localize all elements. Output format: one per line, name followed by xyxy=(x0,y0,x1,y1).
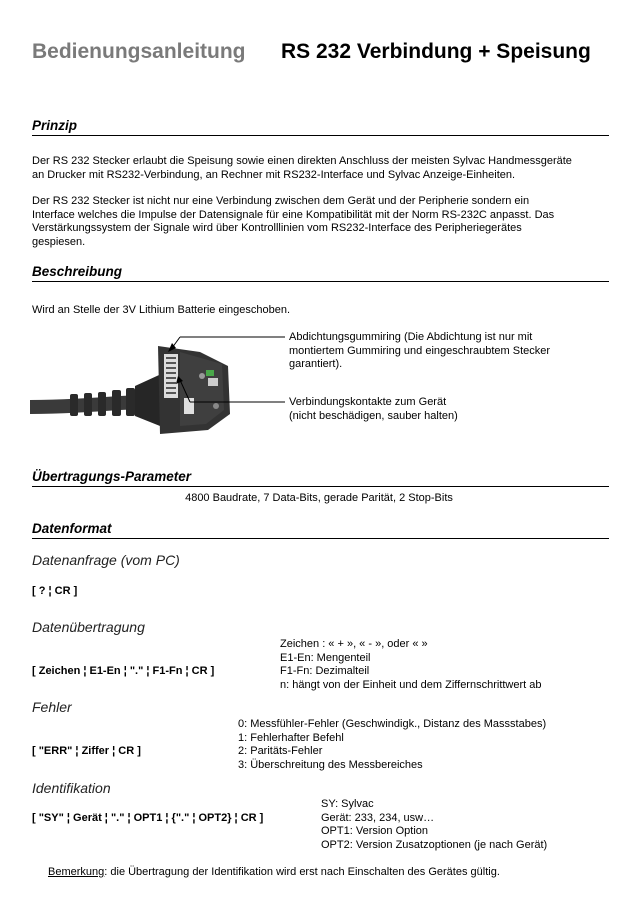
callout-contacts: Verbindungskontakte zum Gerät (nicht beschädigen, sauber halten) xyxy=(289,396,458,422)
callout-leader-lines xyxy=(150,330,290,410)
prinzip-paragraph-1: Der RS 232 Stecker erlaubt die Speisung sowie einen direkten Anschluss der meisten Sylvac Handmessgeräte an Drucker mit RS232-Verbindung, an Rechner mit RS232-Interface und Sylvac Anzeige-Einheiten. xyxy=(32,155,572,181)
beschreibung-text: Wird an Stelle der 3V Lithium Batterie eingeschoben. xyxy=(32,304,291,316)
bemerkung-note xyxy=(48,866,500,880)
subheading-identifikation: Identifikation xyxy=(32,780,111,796)
notes-datenuebertragung: Zeichen : « + », « - », oder « » E1-En: Mengenteil F1-Fn: Dezimalteil n: hängt von der Einheit und dem Ziffernschrittwert ab xyxy=(280,638,542,691)
code-datenuebertragung: [ Zeichen ¦ E1-En ¦ "." ¦ F1-Fn ¦ CR ] xyxy=(32,665,215,677)
section-heading-prinzip: Prinzip xyxy=(32,118,609,136)
prinzip-paragraph-2: Der RS 232 Stecker ist nicht nur eine Verbindung zwischen dem Gerät und der Peripherie sondern ein Interface welches die Impulse der Datensignale für eine Kompatibilität mit der Norm RS-232C anpasst. Das Verstärkungssystem der Signale wird über Kontrolllinien vom RS232-Interface des Peripheriegerätes gespiesen. xyxy=(32,195,555,248)
code-identifikation: [ "SY" ¦ Gerät ¦ "." ¦ OPT1 ¦ {"." ¦ OPT2} ¦ CR ] xyxy=(32,812,264,824)
section-heading-beschreibung: Beschreibung xyxy=(32,264,609,282)
callout-sealing-ring: Abdichtungsgummiring (Die Abdichtung ist nur mit montiertem Gummiring und eingeschraubtem Stecker garantiert). xyxy=(289,331,551,370)
code-datenanfrage: [ ? ¦ CR ] xyxy=(32,585,78,597)
parameter-text: 4800 Baudrate, 7 Data-Bits, gerade Parität, 2 Stop-Bits xyxy=(185,492,453,504)
subheading-datenanfrage: Datenanfrage (vom PC) xyxy=(32,552,180,568)
code-fehler: [ "ERR" ¦ Ziffer ¦ CR ] xyxy=(32,745,141,757)
notes-identifikation: SY: Sylvac Gerät: 233, 234, usw… OPT1: Version Option OPT2: Version Zusatzoptionen (je nach Gerät) xyxy=(321,798,548,851)
subheading-datenuebertragung: Datenübertragung xyxy=(32,619,145,635)
subheading-fehler: Fehler xyxy=(32,699,72,715)
bemerkung-label: Bemerkung xyxy=(48,866,105,878)
document-category-title: Bedienungsanleitung xyxy=(32,40,246,63)
section-heading-parameter: Übertragungs-Parameter xyxy=(32,469,609,487)
section-heading-datenformat: Datenformat xyxy=(32,521,609,539)
notes-fehler: 0: Messfühler-Fehler (Geschwindigk., Distanz des Massstabes) 1: Fehlerhafter Befehl 2: Paritäts-Fehler 3: Überschreitung des Messbereiches xyxy=(238,718,547,771)
document-title: RS 232 Verbindung + Speisung xyxy=(281,40,591,63)
bemerkung-text: : die Übertragung der Identifikation wird erst nach Einschalten des Gerätes gültig. xyxy=(104,866,500,878)
